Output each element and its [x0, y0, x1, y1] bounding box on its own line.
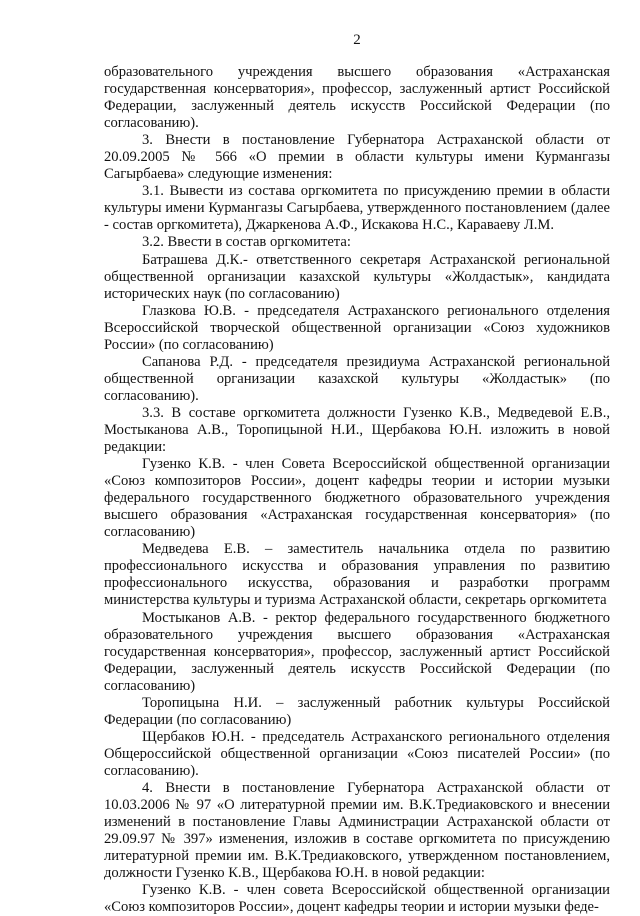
paragraph: 4. Внести в постановление Губернатора Астраханской области от 10.03.2006 № 97 «О литературной премии им. В.К.Тредиаковского и внесении изменений в постановление Главы Администрации Астраханской области от 29.09.97 № 397» изменения, изложив в составе оргкомитета по присуждению литературной премии им. В.К.Тредиаковского, утвержденном постановлением, должности Гузенко К.В., Щербакова Ю.Н. в новой редакции: [104, 779, 610, 882]
paragraph: Гузенко К.В. - член Совета Всероссийской общественной организации «Союз композиторов России», доцент кафедры теории и истории музыки федерального государственного бюджетного образовательного учреждения высшего образования «Астраханская государственная консерватория» (по согласованию) [104, 456, 610, 541]
paragraph: Глазкова Ю.В. - председателя Астраханского регионального отделения Всероссийской творческой общественной организации «Союз художников России» (по согласованию) [104, 302, 610, 353]
paragraph: Щербаков Ю.Н. - председатель Астраханского регионального отделения Общероссийской общественной организации «Союз писателей России» (по согласованию). [104, 728, 610, 779]
paragraph: 3. Внести в постановление Губернатора Астраханской области от 20.09.2005 № 566 «О премии в области культуры имени Курмангазы Сагырбаева» следующие изменения: [104, 132, 610, 183]
paragraph: Медведева Е.В. – заместитель начальника отдела по развитию профессионального искусства и образования управления по развитию профессионального искусства, образования и разработки программ министерства культуры и туризма Астраханской области, секретарь оргкомитета [104, 541, 610, 609]
paragraph: Сапанова Р.Д. - председателя президиума Астраханской региональной общественной организации казахской культуры «Жолдастык» (по согласованию). [104, 353, 610, 404]
paragraph: 3.1. Вывести из состава оргкомитета по присуждению премии в области культуры имени Курмангазы Сагырбаева, утвержденного постановлением (далее - состав оргкомитета), Джаркенова А.Ф., Искакова Н.С., Караваеву Л.М. [104, 183, 610, 234]
document-body [104, 64, 610, 916]
paragraph: Мостыканов А.В. - ректор федерального государственного бюджетного образовательного учреждения высшего образования «Астраханская государственная консерватория», профессор, заслуженный артист Российской Федерации, заслуженный деятель искусств Российской Федерации (по согласованию) [104, 609, 610, 694]
page-number: 2 [353, 32, 361, 48]
paragraph: Торопицына Н.И. – заслуженный работник культуры Российской Федерации (по согласованию) [104, 694, 610, 728]
paragraph: образовательного учреждения высшего образования «Астраханская государственная консерватория», профессор, заслуженный артист Российской Федерации, заслуженный деятель искусств Российской Федерации (по согласованию). [104, 64, 610, 132]
paragraph: 3.3. В составе оргкомитета должности Гузенко К.В., Медведевой Е.В., Мостыканова А.В., Торопицыной Н.И., Щербакова Ю.Н. изложить в новой редакции: [104, 404, 610, 456]
paragraph: 3.2. Ввести в состав оргкомитета: [142, 234, 351, 251]
paragraph: Гузенко К.В. - член совета Всероссийской общественной организации «Союз композиторов России», доцент кафедры теории и истории музыки феде- [104, 882, 610, 916]
paragraph: Батрашева Д.К.- ответственного секретаря Астраханской региональной общественной организации казахской культуры «Жолдастык», кандидата исторических наук (по согласованию) [104, 251, 610, 302]
